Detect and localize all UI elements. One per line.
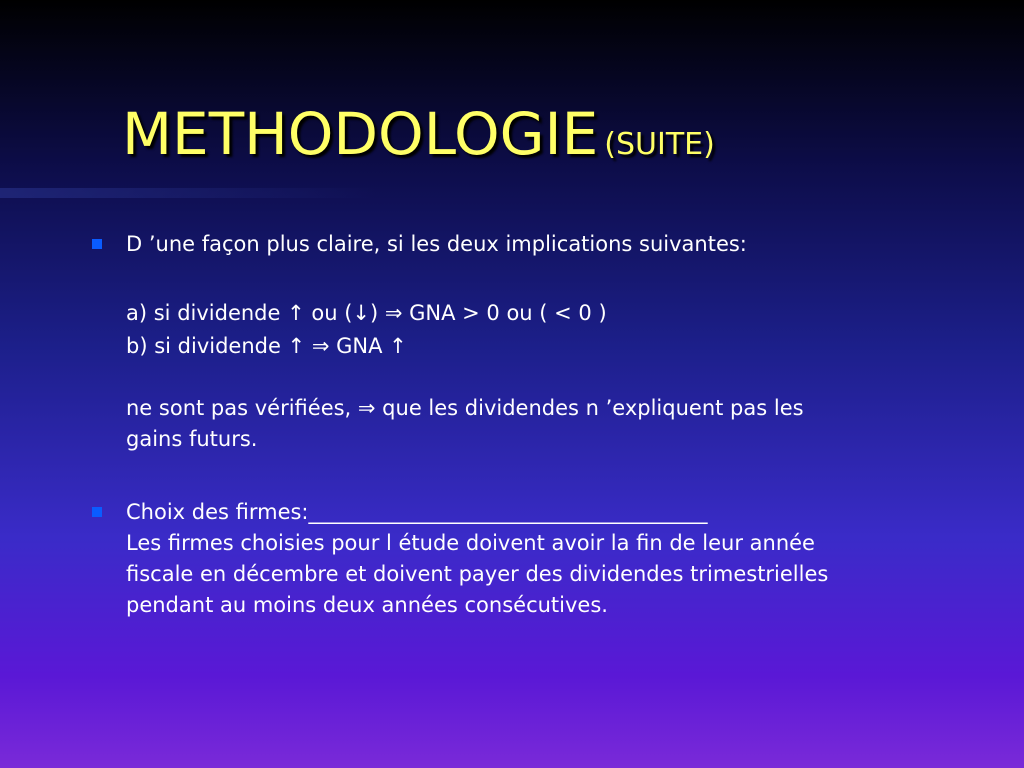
title-main: METHODOLOGIE xyxy=(122,100,599,168)
bullet-icon xyxy=(92,507,102,517)
bullet2-line2: fiscale en décembre et doivent payer des dividendes trimestrielles xyxy=(126,562,829,586)
implication-b: b) si dividende ↑ ⇒ GNA ↑ xyxy=(126,334,407,358)
bullet2-line1: Les firmes choisies pour l étude doivent avoir la fin de leur année xyxy=(126,531,815,555)
implication-a: a) si dividende ↑ ou (↓) ⇒ GNA > 0 ou ( < 0 ) xyxy=(126,301,607,325)
bullet1-text: D ’une façon plus claire, si les deux implications suivantes: xyxy=(126,232,747,256)
title-divider xyxy=(0,188,376,198)
title-suite: (SUITE) xyxy=(604,127,715,162)
conclusion-line1: ne sont pas vérifiées, ⇒ que les dividendes n ’expliquent pas les xyxy=(126,396,804,420)
conclusion-line2: gains futurs. xyxy=(126,427,258,451)
slide-title xyxy=(122,100,715,168)
bullet2-line3: pendant au moins deux années consécutives. xyxy=(126,593,608,617)
bullet2-heading: Choix des firmes:______________________________________ xyxy=(126,500,708,524)
bullet-icon xyxy=(92,239,102,249)
